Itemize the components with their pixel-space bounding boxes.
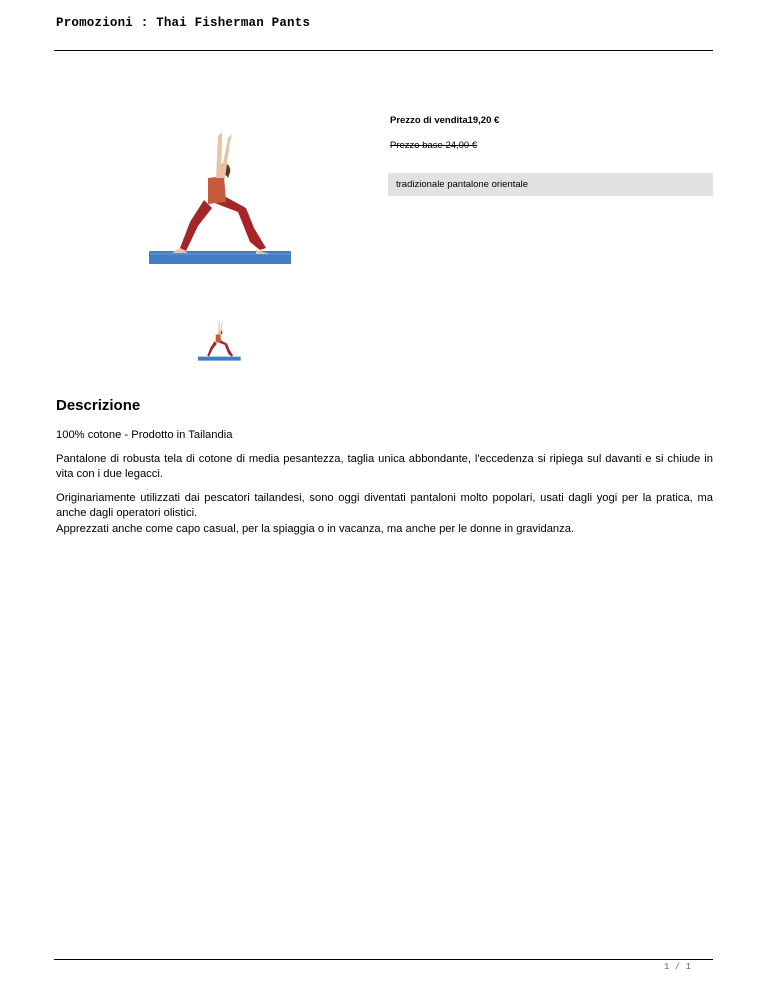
header-divider xyxy=(54,50,713,51)
description-paragraph: Apprezzati anche come capo casual, per la spiaggia o in vacanza, ma anche per le donne in gravidanza. xyxy=(56,522,575,535)
yoga-mat xyxy=(149,251,291,264)
footer-divider xyxy=(54,959,713,960)
product-thumbnail[interactable] xyxy=(197,320,241,362)
product-image xyxy=(146,130,292,268)
description-paragraph: 100% cotone - Prodotto in Tailandia xyxy=(56,429,233,441)
page-title: Promozioni : Thai Fisherman Pants xyxy=(56,16,311,30)
page-number: 1 / 1 xyxy=(664,962,692,972)
short-description: tradizionale pantalone orientale xyxy=(388,173,713,196)
price-block xyxy=(390,115,713,151)
description-body xyxy=(56,428,713,545)
description-paragraph: Pantalone di robusta tela di cotone di media pesantezza, taglia unica abbondante, l'eccedenza si ripiega sul davanti e si chiude in vita con i due legacci. xyxy=(56,452,713,480)
description-heading: Descrizione xyxy=(56,397,141,414)
description-paragraph: Originariamente utilizzati dai pescatori tailandesi, sono oggi diventati pantaloni molto popolari, usati dagli yogi per la pratica, ma anche dagli operatori olistici. xyxy=(56,491,713,519)
base-price: Prezzo base 24,00 € xyxy=(390,140,478,151)
sale-price: Prezzo di vendita19,20 € xyxy=(390,115,500,126)
